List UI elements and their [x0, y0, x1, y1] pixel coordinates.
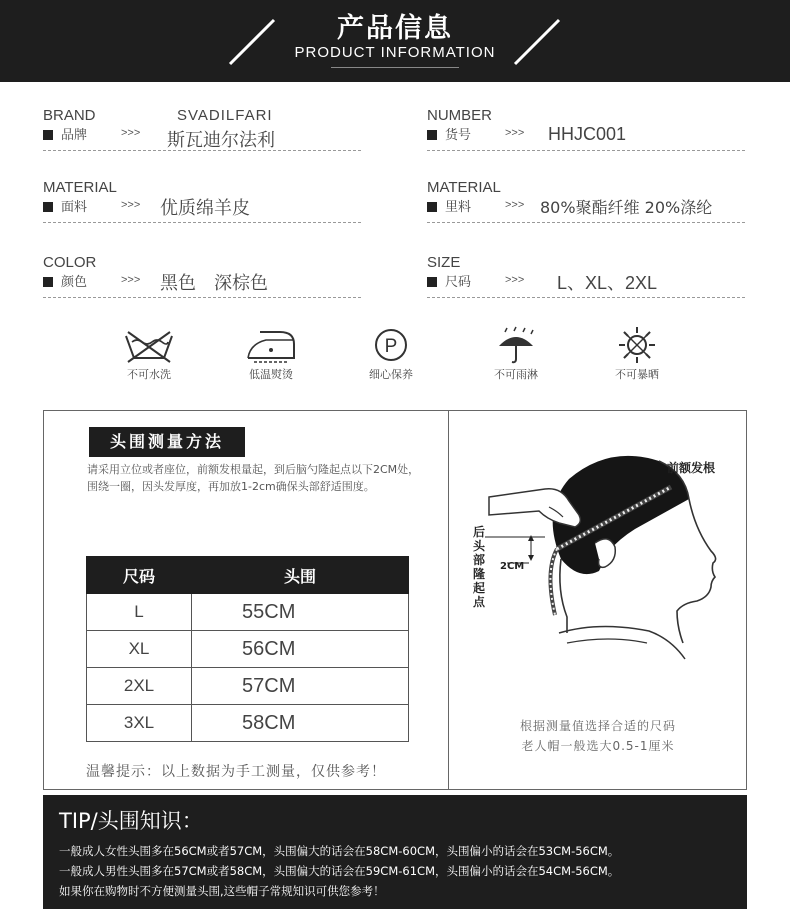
divider	[427, 222, 745, 223]
care-label: 细心保养	[369, 368, 413, 381]
divider	[43, 150, 361, 151]
tip-title: TIP/头围知识：	[59, 809, 203, 833]
cell-circumference: 57CM	[192, 668, 409, 705]
label-front-hairline: 前额发根	[667, 461, 716, 475]
low-iron-icon	[244, 326, 298, 364]
info-label-en: SIZE	[427, 254, 461, 271]
diagram-caption-1: 根据测量值选择合适的尺码	[519, 719, 676, 733]
dry-clean-p-icon	[364, 326, 418, 364]
care-item	[592, 326, 682, 382]
size-value: L、XL、2XL	[557, 273, 658, 293]
table-row	[87, 631, 409, 668]
arrow-marker: >>>	[505, 199, 525, 211]
brand-value-zh: 斯瓦迪尔法利	[167, 130, 275, 151]
label-back-head: 后头部隆起点	[472, 525, 485, 609]
table-row	[87, 705, 409, 742]
square-bullet-icon	[427, 202, 437, 212]
care-label: 低温熨烫	[249, 368, 293, 381]
care-item	[346, 326, 436, 382]
care-item	[471, 326, 561, 382]
info-label-zh: 颜色	[43, 271, 87, 290]
header-size: 尺码	[87, 557, 192, 594]
info-label-zh: 里料	[427, 196, 471, 215]
care-label: 不可水洗	[127, 368, 171, 381]
head-profile-illustration	[449, 411, 747, 711]
info-label-zh: 面料	[43, 196, 87, 215]
info-label-en: BRAND	[43, 107, 96, 124]
arrow-marker: >>>	[505, 127, 525, 139]
cell-circumference: 55CM	[192, 594, 409, 631]
no-rain-icon	[489, 326, 543, 364]
arrow-marker: >>>	[505, 274, 525, 286]
tip-line: 一般成人女性头围多在56CM或者57CM，头围偏大的话会在58CM-60CM，头围偏小的话会在53CM-56CM。	[59, 844, 620, 858]
care-label: 不可暴晒	[615, 368, 659, 381]
number-value: HHJC001	[548, 124, 627, 144]
header-circumference: 头围	[192, 557, 409, 594]
divider	[427, 150, 745, 151]
size-table	[86, 556, 409, 742]
square-bullet-icon	[427, 130, 437, 140]
tip-section	[43, 795, 747, 909]
divider	[43, 297, 361, 298]
arrow-marker: >>>	[121, 274, 141, 286]
cell-size: 2XL	[87, 668, 192, 705]
measure-title: 头围测量方法	[89, 427, 245, 457]
slash-right-icon	[513, 18, 561, 66]
cell-size: L	[87, 594, 192, 631]
label-2cm: 2CM	[500, 561, 525, 572]
brand-value-en: SVADILFARI	[177, 107, 273, 124]
header-banner	[0, 0, 790, 82]
header-title-zh: 产品信息	[337, 13, 453, 44]
info-label-zh: 品牌	[43, 124, 87, 143]
no-sun-icon	[610, 326, 664, 364]
divider	[43, 222, 361, 223]
info-label-zh: 尺码	[427, 271, 471, 290]
info-label-en: COLOR	[43, 254, 97, 271]
measure-description: 请采用立位或者座位，前额发根量起，到后脑勺隆起点以下2CM处，围绕一圈，因头发厚度，再加放1-2cm确保头部舒适围度。	[87, 463, 420, 493]
tip-line: 一般成人男性头围多在57CM或者58CM，头围偏大的话会在59CM-61CM，头围偏小的话会在54CM-56CM。	[59, 864, 620, 878]
square-bullet-icon	[43, 130, 53, 140]
square-bullet-icon	[43, 277, 53, 287]
cell-circumference: 58CM	[192, 705, 409, 742]
cell-size: 3XL	[87, 705, 192, 742]
material-outer-value: 优质绵羊皮	[160, 198, 250, 219]
head-diagram	[449, 411, 747, 789]
material-lining-value: 80%聚酯纤维 20%涤纶	[540, 198, 713, 217]
info-label-zh: 货号	[427, 124, 471, 143]
tip-line: 如果你在购物时不方便测量头围,这些帽子常规知识可供您参考！	[59, 884, 385, 898]
info-label-en: MATERIAL	[43, 179, 117, 196]
table-row	[87, 668, 409, 705]
table-header-row	[87, 557, 409, 594]
info-label-en: MATERIAL	[427, 179, 501, 196]
arrow-marker: >>>	[121, 199, 141, 211]
table-row	[87, 594, 409, 631]
measure-section	[43, 410, 747, 790]
measure-tip: 温馨提示：以上数据为手工测量，仅供参考！	[86, 764, 386, 780]
color-value: 黑色 深棕色	[160, 273, 268, 294]
care-item	[226, 326, 316, 382]
cell-circumference: 56CM	[192, 631, 409, 668]
care-label: 不可雨淋	[494, 368, 538, 381]
square-bullet-icon	[427, 277, 437, 287]
care-item	[104, 326, 194, 382]
header-underline	[331, 67, 459, 68]
diagram-caption-2: 老人帽一般选大0.5-1厘米	[521, 739, 675, 753]
arrow-marker: >>>	[121, 127, 141, 139]
header-title-en: PRODUCT INFORMATION	[294, 44, 496, 61]
square-bullet-icon	[43, 202, 53, 212]
no-wash-icon	[122, 326, 176, 364]
divider	[427, 297, 745, 298]
cell-size: XL	[87, 631, 192, 668]
svg-text:P: P	[384, 336, 398, 357]
info-label-en: NUMBER	[427, 107, 493, 124]
